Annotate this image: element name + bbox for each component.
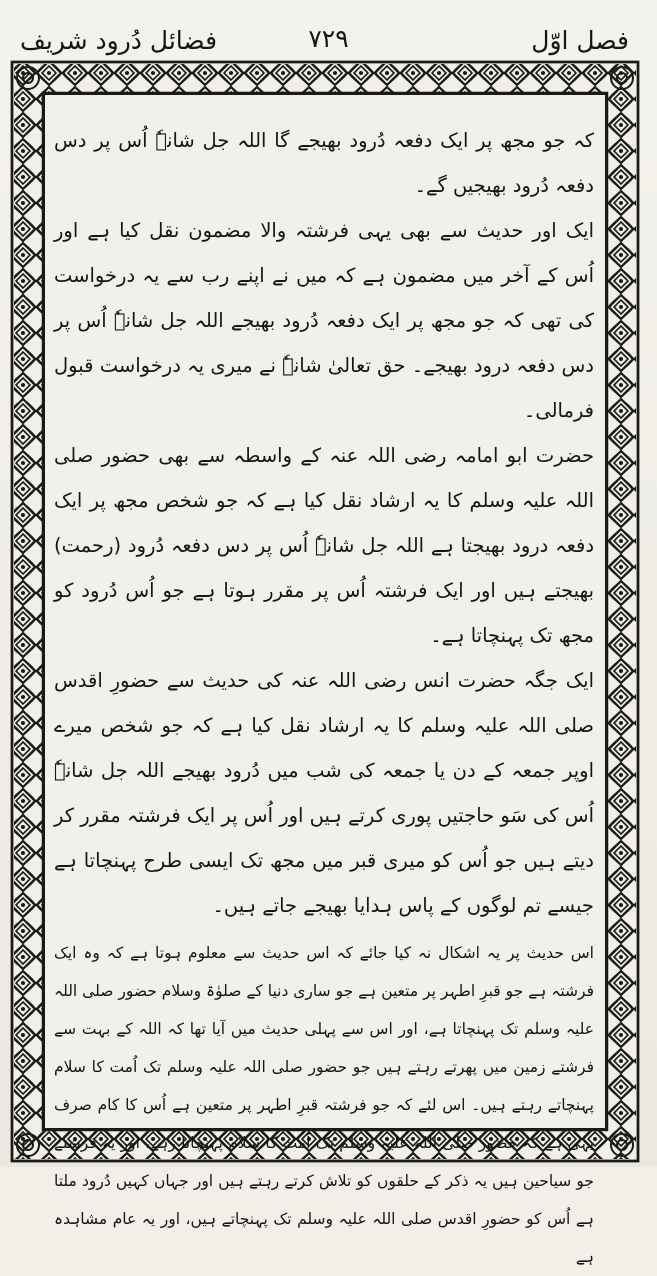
paragraph-4: ایک جگہ حضرت انس رضی اللہ عنہ کی حدیث سے حضورِ اقدس صلی اللہ علیہ وسلم کا یہ ارشاد نقل کیا ہے کہ جو شخص میرے اوپر جمعہ کے دن یا جمعہ کی شب میں دُرود بھیجے اللہ جل شانہٗ اُس کی سَو حاجتیں پوری کرتے ہیں اور اُس پر ایک فرشتہ مقرر کر دیتے ہیں جو اُس کو میری قبر میں مجھ تک ایسی طرح پہنچاتا ہے جیسے تم لوگوں کے پاس ہدایا بھیجے جاتے ہیں۔ — [54, 669, 594, 917]
section-title: فصل اوّل — [531, 26, 629, 55]
paragraph-1: کہ جو مجھ پر ایک دفعہ دُرود بھیجے گا اللہ جل شانہٗ اُس پر دس دفعہ دُرود بھیجیں گے۔ — [54, 129, 594, 197]
paragraph-2: ایک اور حدیث سے بھی یہی فرشتہ والا مضمون نقل کیا ہے اور اُس کے آخر میں مضمون ہے کہ میں نے اپنے رب سے یہ درخواست کی تھی کہ جو مجھ پر ایک دفعہ دُرود بھیجے اللہ جل شانہٗ اُس پر دس دفعہ درود بھیجے۔ حق تعالیٰ شانہٗ نے میری یہ درخواست قبول فرمالی۔ — [54, 219, 594, 422]
main-text — [54, 118, 594, 1276]
page-number: ٧٢٩ — [308, 24, 349, 53]
paragraph-3: حضرت ابو امامہ رضی اللہ عنہ کے واسطہ سے بھی حضور صلی اللہ علیہ وسلم کا یہ ارشاد نقل کیا ہے کہ جو شخص مجھ پر ایک دفعہ درود بھیجتا ہے اللہ جل شانہٗ اُس پر دس دفعہ دُرود (رحمت) بھیجتے ہیں اور ایک فرشتہ اُس پر مقرر ہوتا ہے جو اُس دُرود کو مجھ تک پہنچاتا ہے۔ — [54, 444, 594, 647]
footnote-commentary: اس حدیث پر یہ اشکال نہ کیا جائے کہ اس حدیث سے معلوم ہوتا ہے کہ وہ ایک فرشتہ ہے جو قبرِ اطہر پر متعین ہے جو ساری دنیا کے صلوٰۃ وسلام حضور صلی اللہ علیہ وسلم تک پہنچاتا ہے، اور اس سے پہلی حدیث میں آیا تھا کہ اللہ کے بہت سے فرشتے زمین میں پھرتے رہتے ہیں جو حضور صلی اللہ علیہ وسلم تک اُمت کا سلام پہنچاتے رہتے ہیں۔ اس لئے کہ جو فرشتہ قبرِ اطہر پر متعین ہے اُس کا کام صرف یہی ہے کہ حضور صلی اللہ علیہ وسلم تک اُمت کا سلام پہنچاتا رہے، اور یہ فرشتے جو سیاحین ہیں یہ ذکر کے حلقوں کو تلاش کرتے رہتے ہیں اور جہاں کہیں دُرود ملتا ہے اُس کو حضورِ اقدس صلی اللہ علیہ وسلم تک پہنچاتے ہیں، اور یہ عام مشاہدہ ہے — [54, 944, 594, 1266]
ornamental-frame — [10, 60, 640, 1266]
page-header — [20, 20, 637, 60]
book-title: فضائل دُرود شریف — [20, 26, 218, 55]
